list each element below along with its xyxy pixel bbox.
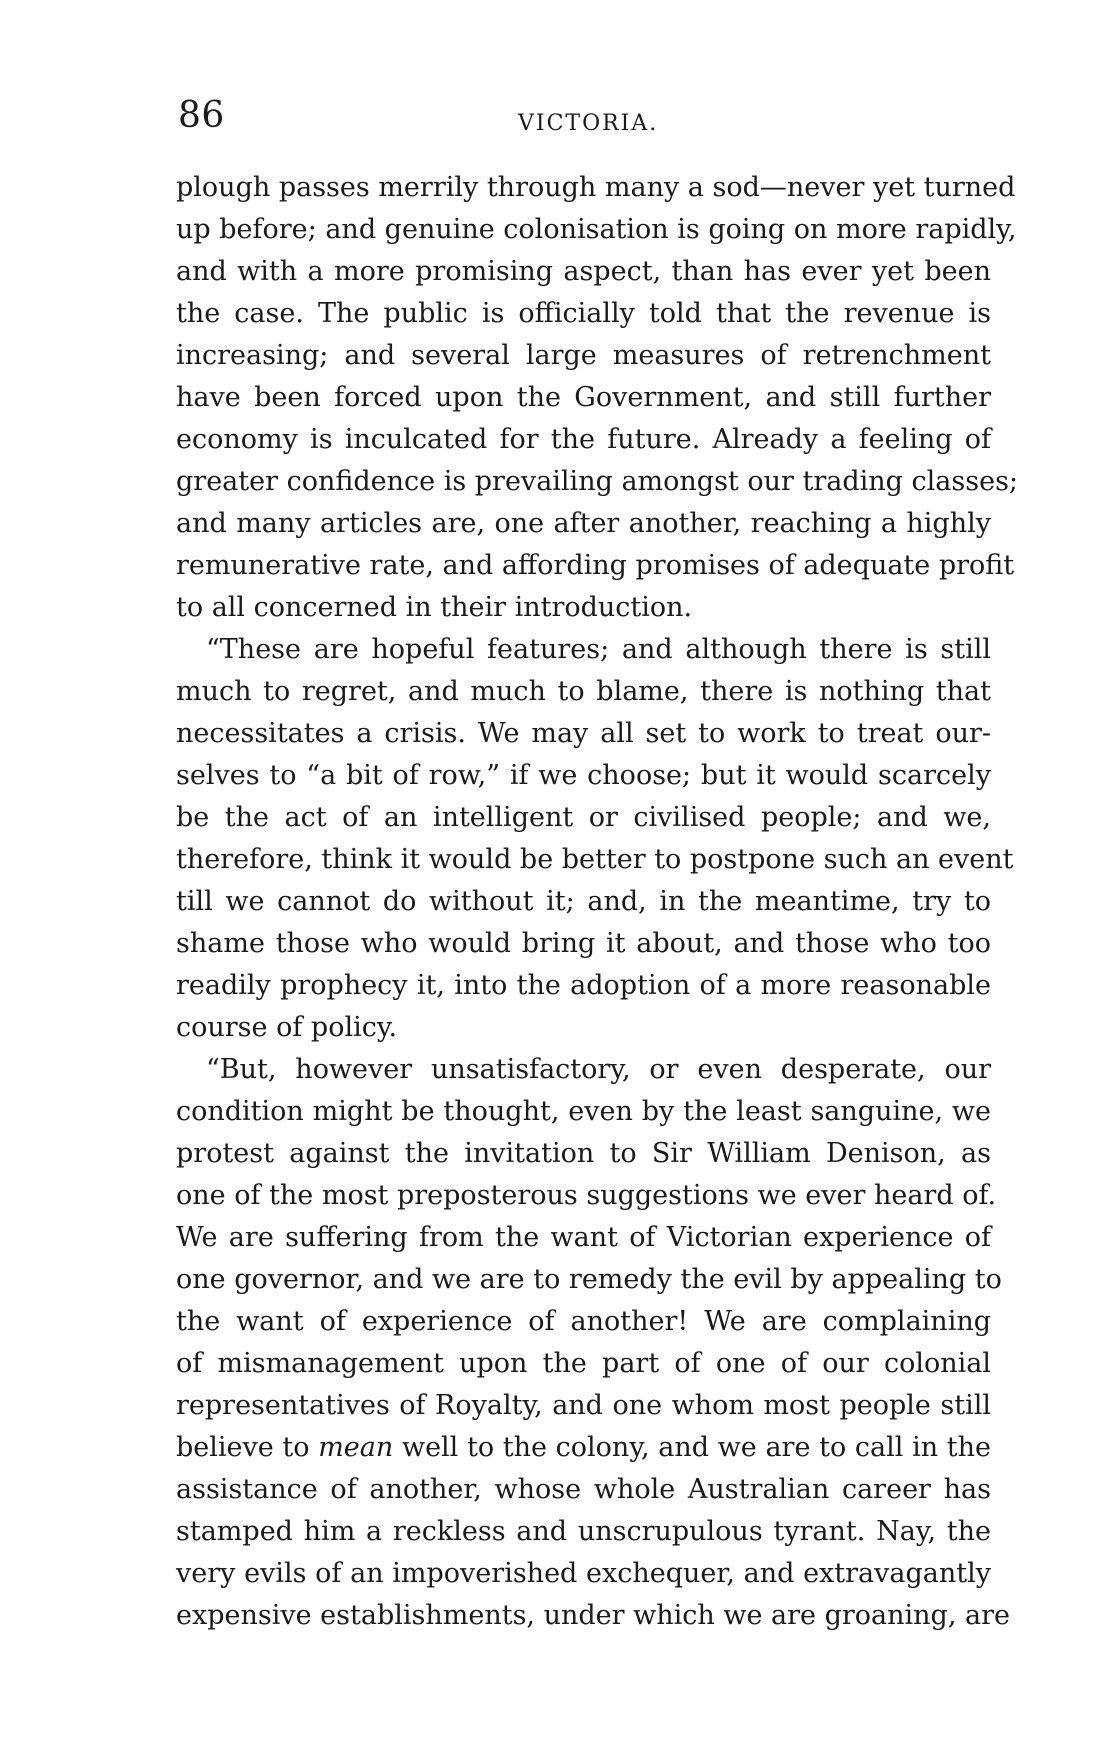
text-line: plough passes merrily through many a sod—never yet turned — [176, 172, 1016, 203]
text-line: till we cannot do without it; and, in the meantime, try to — [176, 886, 991, 917]
text-line: readily prophecy it, into the adoption of a more reasonable — [176, 970, 991, 1001]
text-span: believe to — [176, 1432, 319, 1463]
text-line: increasing; and several large measures of retrenchment — [176, 340, 991, 371]
text-line: remunerative rate, and affording promises of adequate profit — [176, 550, 1015, 581]
text-line: condition might be thought, even by the least sanguine, we — [176, 1096, 991, 1127]
text-line: one governor, and we are to remedy the evil by appealing to — [176, 1264, 1002, 1295]
paragraph-2 — [176, 629, 1014, 1049]
running-title: VICTORIA. — [518, 111, 659, 136]
text-line: up before; and genuine colonisation is going on more rapidly, — [176, 214, 1017, 245]
text-line: necessitates a crisis. We may all set to work to treat our- — [176, 718, 991, 749]
text-line: assistance of another, whose whole Australian career has — [176, 1474, 991, 1505]
text-line: and with a more promising aspect, than has ever yet been — [176, 256, 991, 287]
text-line: and many articles are, one after another, reaching a highly — [176, 508, 991, 539]
page-number: 86 — [178, 95, 225, 136]
text-line: the case. The public is officially told that the revenue is — [176, 298, 991, 329]
paragraph-1 — [176, 167, 1019, 629]
text-line: shame those who would bring it about, and those who too — [176, 928, 991, 959]
body-text — [176, 167, 1019, 1637]
text-line: therefore, think it would be better to postpone such an event — [176, 844, 1014, 875]
text-line: representatives of Royalty, and one whom most people still — [176, 1390, 991, 1421]
text-line: to all concerned in their introduction. — [176, 592, 693, 623]
text-line: selves to “a bit of row,” if we choose; but it would scarcely — [176, 760, 991, 791]
text-line: of mismanagement upon the part of one of our colonial — [176, 1348, 991, 1379]
text-line-with-italic — [176, 1427, 991, 1469]
text-line: one of the most preposterous suggestions we ever heard of. — [176, 1180, 997, 1211]
text-span: well to the colony, and we are to call in the — [393, 1432, 991, 1463]
text-line: greater confidence is prevailing amongst our trading classes; — [176, 466, 1019, 497]
running-head — [178, 96, 988, 146]
text-line: have been forced upon the Government, and still further — [176, 382, 991, 413]
text-line: very evils of an impoverished exchequer, and extravagantly — [176, 1558, 991, 1589]
text-line: We are suffering from the want of Victorian experience of — [176, 1222, 991, 1253]
text-line: be the act of an intelligent or civilised people; and we, — [176, 802, 991, 833]
italic-word: mean — [318, 1432, 394, 1463]
text-line: “These are hopeful features; and although there is still — [206, 634, 991, 665]
text-line: expensive establishments, under which we are groaning, are — [176, 1600, 1010, 1631]
text-line: stamped him a reckless and unscrupulous tyrant. Nay, the — [176, 1516, 991, 1547]
text-line: much to regret, and much to blame, there is nothing that — [176, 676, 991, 707]
text-line: economy is inculcated for the future. Already a feeling of — [176, 424, 991, 455]
text-line: protest against the invitation to Sir William Denison, as — [176, 1138, 991, 1169]
paragraph-3 — [176, 1049, 1010, 1637]
text-line: “But, however unsatisfactory, or even desperate, our — [206, 1054, 991, 1085]
text-line: course of policy. — [176, 1012, 398, 1043]
text-line: the want of experience of another! We are complaining — [176, 1306, 991, 1337]
